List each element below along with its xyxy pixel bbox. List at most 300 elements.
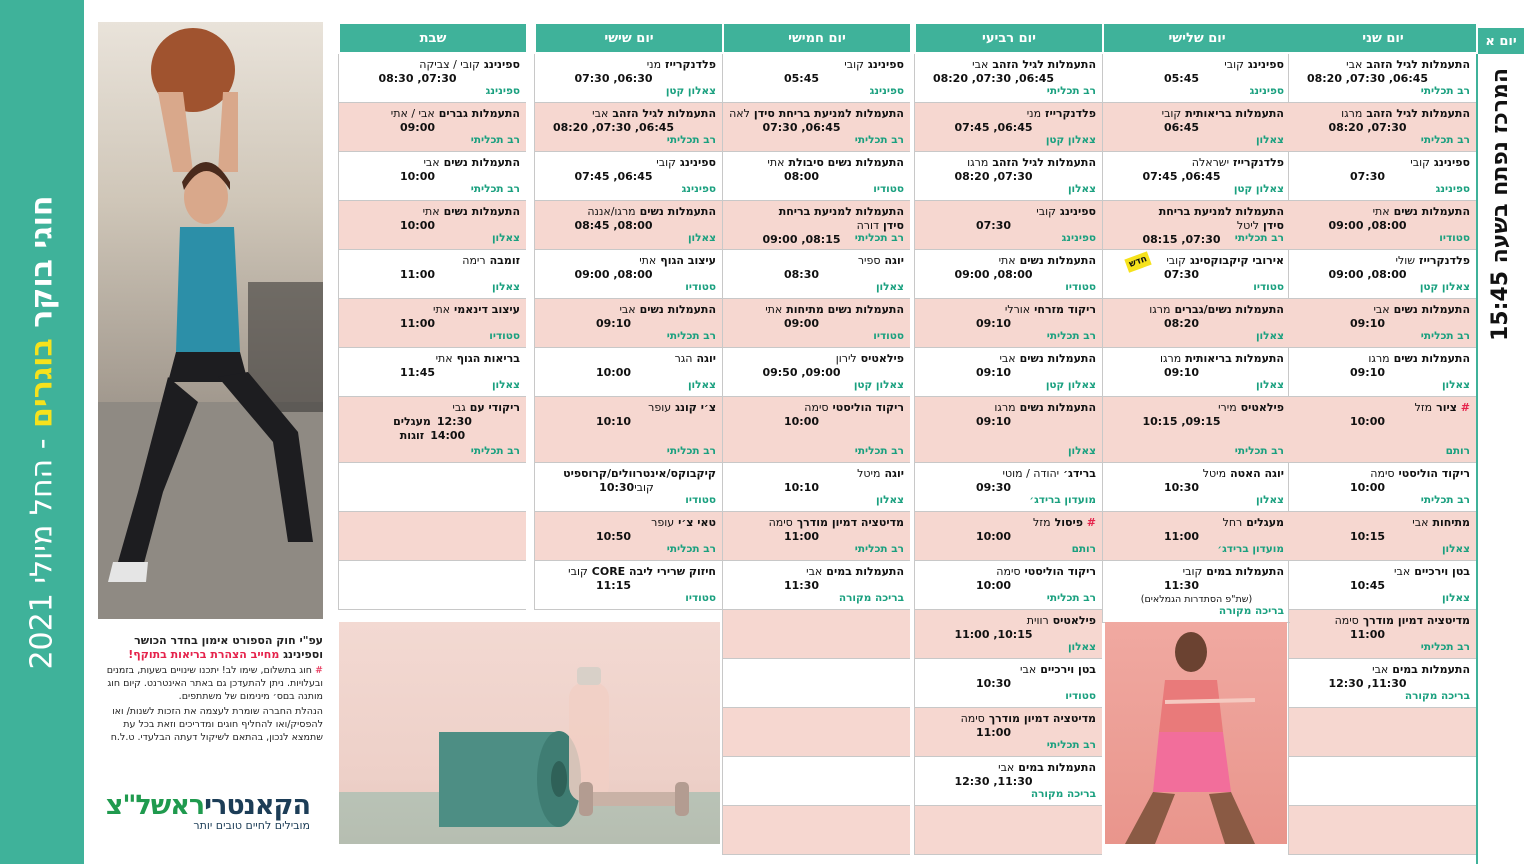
class-cell[interactable] (338, 561, 526, 610)
class-time: 08:00, 09:00 (574, 268, 653, 281)
class-title: ספינינג (1247, 58, 1284, 71)
class-time-label: מעגלים (393, 415, 431, 428)
class-location: רב תכליתי (1420, 494, 1470, 506)
class-title: פילאטיס (1240, 401, 1284, 414)
class-cell[interactable] (1288, 201, 1476, 250)
class-location: רב תכליתי (666, 134, 716, 146)
class-time: 11:00 (399, 268, 435, 281)
class-location: סטודיו (685, 281, 716, 293)
day-column (914, 24, 1102, 52)
class-time: 10:00 (975, 579, 1011, 592)
class-time: 08:00, 09:00 (1328, 268, 1407, 281)
day-column (338, 24, 526, 52)
class-trainer: אבי (998, 761, 1015, 774)
class-cell[interactable] (914, 610, 1102, 659)
class-title: התעמלות נשים (443, 156, 520, 169)
class-trainer: אבי (619, 303, 636, 316)
class-title: ספינינג (1433, 156, 1470, 169)
class-location: צאלון (1067, 183, 1096, 195)
class-location: ספינינג (681, 183, 716, 195)
class-location: צאלון (875, 494, 904, 506)
class-cell[interactable] (722, 54, 910, 103)
logo-part2: ראשל"צ (105, 790, 205, 821)
class-location: בריכה מקורה (1218, 605, 1284, 617)
class-trainer: אתי (639, 254, 657, 267)
class-cell[interactable] (1288, 348, 1476, 397)
note-line1: עפ"י חוק הספורט אימון בחדר הכושר (134, 634, 323, 647)
class-location: צאלון קטן (853, 379, 904, 391)
class-time: 09:10 (975, 366, 1011, 379)
class-cell[interactable] (534, 152, 722, 201)
class-cell[interactable] (534, 561, 722, 610)
class-location: רב תכליתי (1234, 232, 1284, 244)
class-trainer: מיטל (857, 467, 881, 480)
class-location: רב תכליתי (1234, 445, 1284, 457)
class-title: ציור (1436, 401, 1457, 414)
class-trainer: אבי (1020, 663, 1037, 676)
class-cell[interactable] (338, 299, 526, 348)
class-location: בריכה מקורה (838, 592, 904, 604)
class-cell[interactable] (1102, 103, 1290, 152)
class-cell[interactable] (534, 512, 722, 561)
class-title: ספינינג (679, 156, 716, 169)
class-location: צאלון (1441, 592, 1470, 604)
class-title: פלדנקרייז (1233, 156, 1284, 169)
class-title: התעמלות נשים (1019, 352, 1096, 365)
paid-class-marker: # (1456, 401, 1470, 414)
class-time: 09:15, 10:15 (1142, 415, 1221, 428)
class-title: יוגה האטה (1230, 467, 1284, 480)
class-trainer: קובי (1166, 254, 1186, 267)
class-trainer: אבי (972, 58, 989, 71)
class-time: 10:10 (783, 481, 819, 494)
class-cell[interactable] (722, 561, 910, 610)
class-cell[interactable] (1288, 103, 1476, 152)
class-cell[interactable] (914, 299, 1102, 348)
class-title: מדיטציה דמיון מודרך (988, 712, 1096, 725)
class-title: ספינינג (483, 58, 520, 71)
class-cell[interactable] (914, 512, 1102, 561)
class-cell[interactable] (722, 397, 910, 463)
class-time: 12:30 (436, 415, 472, 428)
class-trainer: מזל (1033, 516, 1051, 529)
class-title: עיצוב הגוף (660, 254, 716, 267)
class-cell[interactable] (722, 512, 910, 561)
class-title: ברידג׳ (1063, 467, 1096, 480)
class-trainer: קובי (844, 58, 864, 71)
class-trainer: אבי (1346, 58, 1363, 71)
class-title: התעמלות נשים מתיחות (786, 303, 904, 316)
class-title: התעמלות למניעת בריחת סידן (1158, 205, 1284, 232)
class-cell[interactable] (338, 348, 526, 397)
class-note: (שת"פ הסתדרות הגמלאים) (1140, 594, 1253, 605)
class-title: התעמלות לגיל הזהב (612, 107, 716, 120)
class-cell[interactable] (534, 299, 722, 348)
class-cell[interactable] (1102, 348, 1290, 397)
class-title: פיסול (1054, 516, 1083, 529)
class-title: התעמלות נשים (443, 205, 520, 218)
class-trainer: מני (646, 58, 662, 71)
class-trainer: קובי (1182, 565, 1203, 578)
class-trainer: ספיר (857, 254, 881, 267)
class-time: 14:00 (430, 429, 466, 442)
class-cell[interactable] (914, 659, 1102, 708)
class-location: רב תכליתי (854, 134, 904, 146)
class-title: התעמלות נשים (1393, 303, 1470, 316)
class-cell[interactable] (1288, 397, 1476, 463)
class-time: 05:45 (1163, 72, 1199, 85)
class-cell[interactable] (338, 397, 526, 463)
class-cell[interactable] (338, 463, 526, 512)
class-trainer: קובי (656, 156, 676, 169)
class-location: רב תכליתי (470, 183, 520, 195)
class-time: 09:10 (595, 317, 631, 330)
class-cell[interactable] (1102, 561, 1290, 623)
notes-block (98, 634, 323, 744)
paid-class-marker: # (1082, 516, 1096, 529)
class-time: 11:30, 12:30 (1328, 677, 1407, 690)
class-trainer: לאה (729, 107, 750, 120)
class-time: 10:30 (1163, 481, 1199, 494)
class-time: 08:15, 09:00 (762, 233, 841, 246)
class-trainer: אורלי (1004, 303, 1031, 316)
class-location: צאלון (491, 379, 520, 391)
class-title: התעמלות בריאותית (1185, 352, 1284, 365)
logo-tagline: מובילים לחיים טובים יותר (193, 819, 310, 832)
class-time: 09:00, 09:50 (762, 366, 841, 379)
class-title: התעמלות נשים סיבולת (788, 156, 904, 169)
class-cell[interactable] (338, 103, 526, 152)
class-trainer: מזל (1414, 401, 1433, 414)
class-location: צאלון (491, 232, 520, 244)
class-cell[interactable] (1102, 201, 1290, 250)
class-time: 11:30 (783, 579, 819, 592)
class-title: התעמלות במים (1018, 761, 1096, 774)
class-title: יוגה (884, 254, 904, 267)
class-title: ריקוד הוליסטי (1024, 565, 1096, 578)
class-time: 07:30, 08:20 (954, 170, 1033, 183)
class-title: התעמלות נשים (1393, 352, 1470, 365)
class-title: ספינינג (867, 58, 904, 71)
class-time: 10:00 (595, 366, 631, 379)
class-time: 09:30 (975, 481, 1011, 494)
class-trainer: עופר (648, 401, 672, 414)
class-cell[interactable] (722, 806, 910, 855)
class-time: 07:30, 08:15 (1142, 233, 1221, 246)
class-cell[interactable] (1288, 610, 1476, 659)
note-line2a: וספינינג (279, 648, 323, 661)
class-cell[interactable] (338, 250, 526, 299)
class-cell[interactable] (534, 463, 722, 512)
class-title: התעמלות במים (1206, 565, 1284, 578)
class-time: 05:45 (783, 72, 819, 85)
class-location: ספינינג (1249, 85, 1284, 97)
class-title: התעמלות במים (826, 565, 904, 578)
class-location: סטודיו (685, 494, 716, 506)
class-cell[interactable] (722, 201, 910, 250)
class-cell[interactable] (722, 152, 910, 201)
class-cell[interactable] (722, 708, 910, 757)
class-time: 09:10 (975, 415, 1011, 428)
class-trainer: שולי (1395, 254, 1416, 267)
class-time: 09:10 (1349, 366, 1385, 379)
class-trainer: מרגו (1149, 303, 1171, 316)
class-trainer: קובי (1224, 58, 1244, 71)
class-trainer: לירון (835, 352, 857, 365)
class-time: 06:45 (1163, 121, 1199, 134)
class-location: רב תכליתי (854, 232, 904, 244)
class-cell[interactable] (1288, 152, 1476, 201)
class-cell[interactable] (914, 806, 1102, 855)
class-cell[interactable] (534, 201, 722, 250)
class-cell[interactable] (722, 610, 910, 659)
class-cell[interactable] (914, 250, 1102, 299)
class-time: 09:00 (399, 121, 435, 134)
class-title: פילאטיס (1052, 614, 1096, 627)
class-time: 11:00 (783, 530, 819, 543)
class-cell[interactable] (534, 103, 722, 152)
class-location: סטודיו (1065, 281, 1096, 293)
class-time: 06:45, 07:45 (574, 170, 653, 183)
class-cell[interactable] (534, 397, 722, 463)
class-title: התעמלות למניעת בריחת סידן (753, 107, 904, 120)
class-title: התעמלות נשים (639, 205, 716, 218)
note-line4: הנהלת החברה שומרת לעצמה את הזכות לשנות/ ואו להפסיק/ואו להחליף חוגים ומדריכים וזאת בכל עת שתמצא לנכון, בהתאם לשיקול דעתה הבלעדי. ט.ל.ח (110, 706, 323, 743)
class-location: צאלון (1441, 379, 1470, 391)
class-trainer: קובי / צביקה (419, 58, 480, 71)
class-location: רותם (1071, 543, 1096, 555)
class-title: זומבה (489, 254, 520, 267)
class-cell[interactable] (1102, 250, 1290, 299)
class-location: רב תכליתי (854, 445, 904, 457)
class-cell[interactable] (722, 757, 910, 806)
class-time: 08:00, 08:45 (574, 219, 653, 232)
class-cell[interactable] (1288, 54, 1476, 103)
class-cell[interactable] (1288, 463, 1476, 512)
class-title: התעמלות נשים (1393, 205, 1470, 218)
class-time: 10:00 (399, 170, 435, 183)
class-location: רב תכליתי (1046, 85, 1096, 97)
class-time: 07:30 (1163, 268, 1199, 281)
class-time: 09:10 (1349, 317, 1385, 330)
class-cell[interactable] (338, 152, 526, 201)
class-time: 11:15 (595, 579, 631, 592)
new-badge: חדש (1124, 251, 1152, 272)
class-trainer: אבי (1412, 516, 1429, 529)
class-trainer: אבי (999, 352, 1016, 365)
class-cell[interactable] (1102, 54, 1290, 103)
fitness-woman-photo (98, 22, 323, 619)
class-time: 10:15 (1349, 530, 1385, 543)
class-trainer: רחל (1222, 516, 1243, 529)
class-trainer: קובי (1161, 107, 1182, 120)
day-header: יום שישי (534, 24, 722, 52)
class-trainer: סימה (768, 516, 793, 529)
class-time: 08:00 (783, 170, 819, 183)
class-trainer: הגר (674, 352, 693, 365)
class-title: התעמלות למניעת בריחת סידן (778, 205, 904, 232)
class-trainer: מרגו (1341, 107, 1363, 120)
class-location: בריכה מקורה (1030, 788, 1096, 800)
class-cell[interactable] (534, 348, 722, 397)
class-location: צאלון (1255, 379, 1284, 391)
class-trainer: קובי (1410, 156, 1430, 169)
class-time: 07:30 (975, 219, 1011, 232)
class-time: 06:45, 07:45 (1142, 170, 1221, 183)
class-location: צאלון (1441, 543, 1470, 555)
class-title: התעמלות נשים/גברים (1174, 303, 1284, 316)
class-cell[interactable] (534, 250, 722, 299)
day-header: יום חמישי (722, 24, 910, 52)
class-trainer: רווית (1026, 614, 1049, 627)
class-trainer: אבי (592, 107, 609, 120)
class-trainer: ליטל (1236, 219, 1260, 232)
class-cell[interactable] (1102, 512, 1290, 561)
class-trainer: סימה (1370, 467, 1395, 480)
resistance-band-photo (1105, 622, 1287, 844)
class-trainer: גבי (452, 401, 466, 414)
class-time: 10:10 (595, 415, 631, 428)
title-part2: בוגרים (24, 337, 60, 428)
class-trainer: אבי (1372, 663, 1389, 676)
class-location: רב תכליתי (1046, 739, 1096, 751)
class-cell[interactable] (1288, 659, 1476, 708)
class-cell[interactable] (1288, 708, 1476, 757)
class-location: רב תכליתי (1420, 85, 1470, 97)
class-title: התעמלות גברים (438, 107, 520, 120)
class-location: צאלון (1255, 330, 1284, 342)
class-title: צ׳י קונג (675, 401, 716, 414)
class-location: רב תכליתי (470, 445, 520, 457)
class-time: 11:00 (1163, 530, 1199, 543)
day-column (534, 24, 722, 52)
class-location: רב תכליתי (1420, 641, 1470, 653)
class-time: 11:00 (975, 726, 1011, 739)
class-location: ספינינג (1435, 183, 1470, 195)
class-cell[interactable] (1288, 250, 1476, 299)
class-trainer: יהודה / מוטי (1002, 467, 1060, 480)
class-trainer: קובי (634, 481, 654, 494)
class-location: רב תכליתי (1046, 592, 1096, 604)
class-location: צאלון (1067, 641, 1096, 653)
class-cell[interactable] (722, 250, 910, 299)
class-time: 06:45, 07:45 (954, 121, 1033, 134)
class-cell[interactable] (1288, 512, 1476, 561)
class-cell[interactable] (914, 201, 1102, 250)
class-trainer: אבי / אתי (390, 107, 435, 120)
class-title: התעמלות במים (1392, 663, 1470, 676)
class-title: פילאטיס (860, 352, 904, 365)
class-time: 09:10 (975, 317, 1011, 330)
class-location: סטודיו (873, 183, 904, 195)
class-title: ריקוד הוליסטי (832, 401, 904, 414)
class-title: ריקוד הוליסטי (1398, 467, 1470, 480)
class-cell[interactable] (1102, 152, 1290, 201)
class-cell[interactable] (914, 561, 1102, 610)
class-trainer: רימה (462, 254, 486, 267)
class-title: יוגה (696, 352, 716, 365)
class-time: 11:45 (399, 366, 435, 379)
note-hash: # (315, 665, 323, 676)
class-cell[interactable] (914, 757, 1102, 806)
class-time: 09:00 (783, 317, 819, 330)
class-time: 10:00 (1349, 481, 1385, 494)
class-cell[interactable] (914, 463, 1102, 512)
class-cell[interactable] (914, 397, 1102, 463)
class-cell[interactable] (1288, 757, 1476, 806)
class-trainer: אבי (423, 156, 440, 169)
class-title: טאי צ׳י (678, 516, 716, 529)
title-part3: - החל מיולי 2021 (24, 437, 60, 670)
class-cell[interactable] (1102, 299, 1290, 348)
class-time: 10:00 (399, 219, 435, 232)
class-trainer: אבי (1373, 303, 1390, 316)
class-location: רב תכליתי (854, 543, 904, 555)
class-cell[interactable] (1288, 806, 1476, 855)
class-location: סטודיו (1439, 232, 1470, 244)
class-title: אירובי קיקבוקסינג (1189, 254, 1284, 267)
class-cell[interactable] (722, 299, 910, 348)
class-trainer: מני (1026, 107, 1042, 120)
class-time: 11:00 (399, 317, 435, 330)
class-title: התעמלות לגיל הזהב (1366, 58, 1470, 71)
class-title: התעמלות נשים (1019, 401, 1096, 414)
class-title: ספינינג (1059, 205, 1096, 218)
class-title: מדיטציה דמיון מודרך (1362, 614, 1470, 627)
class-trainer: מרגו (1368, 352, 1390, 365)
class-cell[interactable] (338, 54, 526, 103)
class-cell[interactable] (338, 512, 526, 561)
class-trainer: סימה (960, 712, 985, 725)
class-cell[interactable] (722, 103, 910, 152)
class-cell[interactable] (722, 659, 910, 708)
vertical-title (0, 0, 84, 864)
class-cell[interactable] (722, 348, 910, 397)
class-time: 07:30, 08:20 (1328, 121, 1407, 134)
class-cell[interactable] (914, 103, 1102, 152)
class-cell[interactable] (1102, 463, 1290, 512)
class-location: סטודיו (685, 592, 716, 604)
class-location: צאלון קטן (1233, 183, 1284, 195)
class-cell[interactable] (1288, 299, 1476, 348)
class-location: רב תכליתי (666, 330, 716, 342)
class-cell[interactable] (534, 54, 722, 103)
class-location: רב תכליתי (1046, 330, 1096, 342)
class-location: סטודיו (1253, 281, 1284, 293)
class-location: רב תכליתי (1420, 330, 1470, 342)
class-time: 11:30, 12:30 (954, 775, 1033, 788)
class-cell[interactable] (1288, 561, 1476, 610)
class-location: צאלון קטן (1419, 281, 1470, 293)
class-time: 08:30 (783, 268, 819, 281)
class-cell[interactable] (914, 152, 1102, 201)
class-trainer: אתי (432, 303, 451, 316)
class-trainer: אבי (806, 565, 823, 578)
day-header: יום רביעי (914, 24, 1102, 52)
class-cell[interactable] (722, 463, 910, 512)
country-logo (98, 790, 310, 832)
class-location: סטודיו (489, 330, 520, 342)
class-cell[interactable] (338, 201, 526, 250)
class-trainer: אתי (422, 205, 440, 218)
class-cell[interactable] (914, 348, 1102, 397)
class-trainer: מירי (1218, 401, 1237, 414)
class-time: 06:45, 07:30 (762, 121, 841, 134)
class-trainer: סימה (804, 401, 829, 414)
class-cell[interactable] (914, 708, 1102, 757)
class-cell[interactable] (1102, 397, 1290, 463)
class-cell[interactable] (914, 54, 1102, 103)
